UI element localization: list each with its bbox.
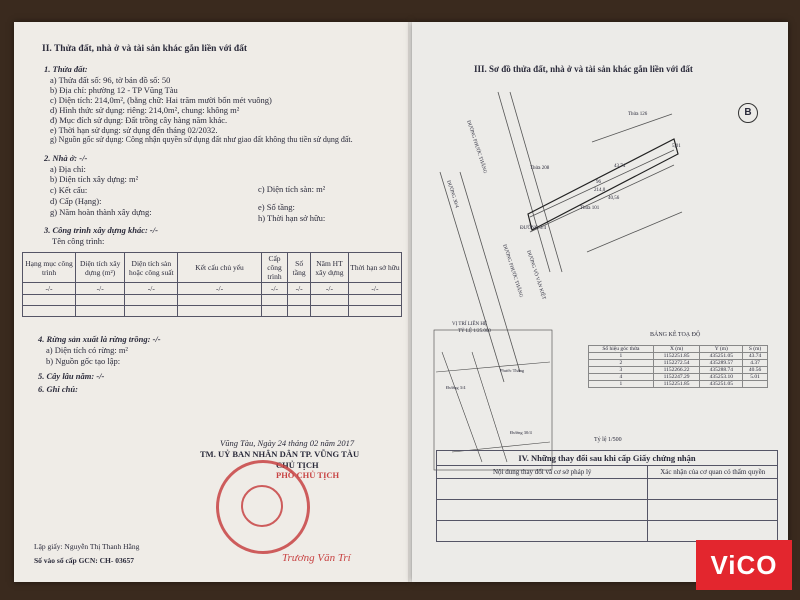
vice-chair-title: PHÓ CHỦ TỊCH — [276, 470, 340, 480]
map-label: Thửa 208 — [530, 166, 550, 171]
house-field: c) Kết cấu: — [50, 185, 88, 195]
map-label: ĐƯỜNG PHƯỚC THẮNG — [465, 120, 488, 175]
location-inset — [434, 330, 552, 470]
map-label: 5,01 — [672, 144, 681, 149]
house-title: 2. Nhà ở: -/- — [44, 153, 88, 163]
location-title: VỊ TRÍ LIÊN HỆ — [452, 322, 488, 327]
table-header: Thời hạn sở hữu — [348, 253, 401, 283]
issuing-authority: TM. UỶ BAN NHÂN DÂN TP. VŨNG TÀU — [200, 449, 360, 459]
official-seal — [216, 460, 310, 554]
table-cell: -/- — [76, 283, 125, 295]
map-label: Thửa 101 — [580, 206, 600, 211]
chair-title: CHỦ TỊCH — [276, 460, 319, 470]
table-header: Số tầng — [288, 253, 311, 283]
table-row — [23, 283, 402, 295]
table-cell: -/- — [23, 283, 76, 295]
forest-field: b) Nguồn gốc tạo lập: — [46, 356, 121, 366]
parcel-outline — [528, 139, 678, 230]
table-cell: -/- — [261, 283, 288, 295]
location-road: Phước Thắng — [500, 368, 525, 373]
house-field: g) Năm hoàn thành xây dựng: — [50, 207, 152, 217]
notes-title: 6. Ghi chú: — [38, 384, 78, 394]
location-scale: TỶ LỆ 1/25.000 — [458, 329, 491, 334]
land-line: e) Thời hạn sử dụng: sử dụng đến tháng 02/2032. — [50, 125, 218, 135]
house-field: d) Cấp (Hạng): — [50, 196, 102, 206]
coord-table-title: BẢNG KÊ TOẠ ĐỘ — [650, 332, 701, 338]
table-cell: -/- — [125, 283, 178, 295]
changes-table — [436, 450, 778, 542]
signer-name: Trương Văn Trí — [282, 552, 351, 564]
table-header: Hạng mục công trình — [23, 253, 76, 283]
house-field: c) Diện tích sàn: m² — [258, 184, 326, 194]
house-field: h) Thời hạn sở hữu: — [258, 213, 326, 223]
table-header: Diện tích xây dựng (m²) — [76, 253, 125, 283]
map-label: ĐƯỜNG PHƯỚC THẮNG — [501, 244, 524, 299]
section-2-title: II. Thửa đất, nhà ở và tài sản khác gắn liền với đất — [42, 44, 248, 54]
section-4-title: IV. Những thay đổi sau khi cấp Giấy chứng nhận — [437, 451, 778, 466]
land-line: g) Nguồn gốc sử dụng: Công nhận quyền sử dụng đất như giao đất không thu tiền sử dụng đất. — [50, 135, 353, 144]
table-row: 3 1152266.22 435288.74 40.56 — [589, 367, 768, 374]
north-compass: B — [738, 103, 758, 123]
house-field: e) Số tầng: — [258, 202, 295, 212]
section-3-title: III. Sơ đồ thửa đất, nhà ở và tài sản khác gắn liền với đất — [474, 64, 693, 74]
forest-title: 4. Rừng sản xuất là rừng trồng: -/- — [38, 334, 161, 344]
table-row: 2 1152272.54 435289.57 4.37 — [589, 360, 768, 367]
house-field: b) Diện tích xây dựng: m² — [50, 174, 139, 184]
map-label: ĐƯỜNG 30/4 — [445, 180, 459, 209]
map-scale: Tỷ lệ 1/500 — [594, 437, 622, 443]
construction-name-label: Tên công trình: — [52, 236, 105, 246]
construction-title: 3. Công trình xây dựng khác: -/- — [44, 225, 158, 235]
coord-header: S (m) — [743, 346, 768, 353]
coordinate-table — [588, 345, 768, 388]
vico-watermark-logo: ViCO — [696, 540, 792, 590]
location-road: Đường 3/4 — [446, 385, 466, 390]
construction-table — [22, 252, 402, 317]
changes-header: Nội dung thay đổi và cơ sở pháp lý — [437, 466, 648, 479]
map-label: 43,74 — [614, 164, 626, 169]
land-line: c) Diện tích: 214,0m², (bằng chữ: Hai trăm mười bốn mét vuông) — [50, 95, 272, 105]
map-label: 214,0 — [594, 188, 606, 193]
coord-header: Y (m) — [700, 346, 743, 353]
table-header: Năm HT xây dựng — [311, 253, 349, 283]
table-cell: -/- — [178, 283, 261, 295]
prepared-by: Lập giấy: Nguyễn Thị Thanh Hằng — [34, 542, 140, 551]
issue-date: Vũng Tàu, Ngày 24 tháng 02 năm 2017 — [220, 438, 355, 448]
table-row: 1 1152251.85 435251.05 — [589, 381, 768, 388]
table-header: Kết cấu chủ yếu — [178, 253, 261, 283]
table-row: 4 1152247.29 435253.10 5.01 — [589, 374, 768, 381]
forest-field: a) Diện tích có rừng: m² — [46, 345, 128, 355]
house-field: a) Địa chỉ: — [50, 164, 86, 174]
perennial-title: 5. Cây lâu năm: -/- — [38, 371, 105, 381]
map-label: 96 — [596, 180, 601, 185]
table-cell: -/- — [348, 283, 401, 295]
land-line: b) Địa chỉ: phường 12 - TP Vũng Tàu — [50, 85, 178, 95]
land-line: a) Thửa đất số: 96, tờ bản đồ số: 50 — [50, 75, 171, 85]
table-header: Cấp công trình — [261, 253, 288, 283]
land-line: d) Hình thức sử dụng: riêng: 214,0m², chung: không m² — [50, 105, 240, 115]
land-line: đ) Mục đích sử dụng: Đất trồng cây hàng năm khác. — [50, 115, 228, 125]
location-road: Đường 30/4 — [510, 430, 532, 435]
map-label: 40,56 — [608, 196, 620, 201]
changes-header: Xác nhận của cơ quan có thẩm quyền — [648, 466, 778, 479]
register-number: Số vào sổ cấp GCN: CH- 03657 — [34, 556, 135, 565]
map-label: ĐƯỜNG VÕ VĂN KIỆT — [525, 250, 546, 301]
table-cell: -/- — [288, 283, 311, 295]
land-title: 1. Thửa đất: — [44, 64, 88, 74]
table-cell: -/- — [311, 283, 349, 295]
coord-header: Số hiệu góc thửa — [589, 346, 654, 353]
table-row: 1 1152251.85 435251.05 43.74 — [589, 353, 768, 360]
table-header: Diện tích sàn hoặc công suất — [125, 253, 178, 283]
map-label: Thửa 126 — [628, 112, 648, 117]
map-label: ĐƯỜNG 3/4 — [520, 226, 546, 231]
coord-header: X (m) — [653, 346, 700, 353]
